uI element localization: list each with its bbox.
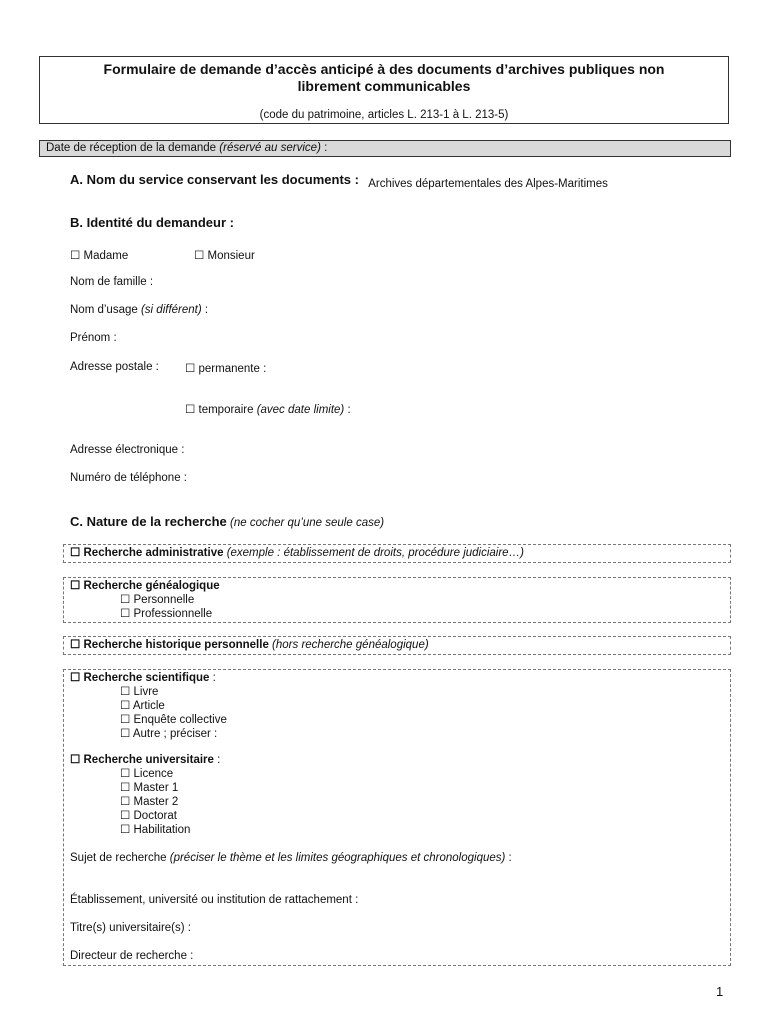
genealogy-checkbox[interactable]: ☐ Recherche généalogique [70,580,220,592]
adresse-temporaire-field[interactable]: ☐ temporaire (avec date limite) : [185,404,351,416]
university-option-licence[interactable]: ☐ Licence [120,768,174,780]
nom-usage-field: Nom d’usage (si différent) : [70,304,209,316]
genealogy-box [63,577,731,623]
sujet-label: Sujet de recherche [70,852,167,864]
section-a [70,172,608,190]
title-line-1: Formulaire de demande d’accès anticipé à des documents d’archives publiques non [103,61,665,77]
section-c-heading-row [70,514,384,529]
title-line-2: librement communicables [297,78,471,94]
scientific-option-enquete[interactable]: ☐ Enquête collective [120,714,227,726]
scientific-option-article[interactable]: ☐ Article [120,700,165,712]
history-option[interactable] [70,638,724,652]
adresse-temporaire-checkbox[interactable]: ☐ temporaire [185,404,254,416]
university-checkbox[interactable]: ☐ Recherche universitaire [70,754,214,766]
etablissement-label: Établissement, université ou institution de rattachement : [70,894,359,906]
history-note: (hors recherche généalogique) [272,639,429,651]
prenom-label: Prénom : [70,332,117,344]
admin-option[interactable] [70,546,724,560]
section-c-heading-note: (ne cocher qu’une seule case) [230,517,385,529]
nom-famille-label: Nom de famille : [70,276,154,288]
sujet-field: Sujet de recherche (préciser le thème et les limites géographiques et chronologiques) : [70,852,512,864]
monsieur-checkbox[interactable]: ☐ Monsieur [194,250,255,262]
history-box [63,636,731,655]
reception-date-label: Date de réception de la demande [46,142,217,154]
directeur-label: Directeur de recherche : [70,950,194,962]
nom-usage-note: (si différent) [140,304,202,316]
admin-box [63,544,731,563]
scientific-checkbox[interactable]: ☐ Recherche scientifique [70,672,210,684]
reception-date-suffix: : [320,142,328,154]
section-b-heading: B. Identité du demandeur : [70,215,234,230]
university-option-master2[interactable]: ☐ Master 2 [120,796,179,808]
email-label: Adresse électronique : [70,444,185,456]
university-option-doctorat[interactable]: ☐ Doctorat [120,810,177,822]
form-subtitle: (code du patrimoine, articles L. 213-1 à L. 213-5) [259,109,509,121]
page-number: 1 [716,984,724,999]
reception-date-note: (réservé au service) [219,142,321,154]
section-a-heading: A. Nom du service conservant les documents : [70,172,359,187]
nom-usage-label: Nom d’usage [70,304,138,316]
reception-date-bar [39,140,731,157]
scientific-option-livre[interactable]: ☐ Livre [120,686,159,698]
university-option-habilitation[interactable]: ☐ Habilitation [120,824,191,836]
sujet-note: (préciser le thème et les limites géographiques et chronologiques) [169,852,506,864]
admin-note: (exemple : établissement de droits, procédure judiciaire…) [226,547,524,559]
service-name: Archives départementales des Alpes-Maritimes [368,178,608,190]
adresse-temporaire-note: (avec date limite) [256,404,345,416]
genealogy-option-personnelle[interactable]: ☐ Personnelle [120,594,195,606]
scientific-university-box: ☐ Recherche scientifique : ☐ Livre ☐ Article ☐ Enquête collective ☐ Autre ; préciser : ☐ Recherche universitaire : ☐ Licence ☐ Master 1 ☐ Master 2 ☐ Doctorat ☐ Habilitation Sujet de recherche (préciser le thème et les limites géographiques et chronologiques) : Établissement, université ou institution de rattachement : Titre(s) universitaire(s) : Directeur de recherche : [63,669,731,966]
section-c-heading: C. Nature de la recherche [70,514,227,529]
adresse-label: Adresse postale : [70,361,159,373]
adresse-permanente-checkbox[interactable]: ☐ permanente : [185,363,267,375]
titres-label: Titre(s) universitaire(s) : [70,922,191,934]
genealogy-option-professionnelle[interactable]: ☐ Professionnelle [120,608,213,620]
form-title-box [39,56,729,124]
university-option-master1[interactable]: ☐ Master 1 [120,782,179,794]
history-checkbox[interactable]: ☐ Recherche historique personnelle [70,639,269,651]
admin-checkbox[interactable]: ☐ Recherche administrative [70,547,224,559]
madame-checkbox[interactable]: ☐ Madame [70,250,129,262]
telephone-label: Numéro de téléphone : [70,472,187,484]
form-title [40,61,728,95]
scientific-option-autre[interactable]: ☐ Autre ; préciser : [120,728,218,740]
